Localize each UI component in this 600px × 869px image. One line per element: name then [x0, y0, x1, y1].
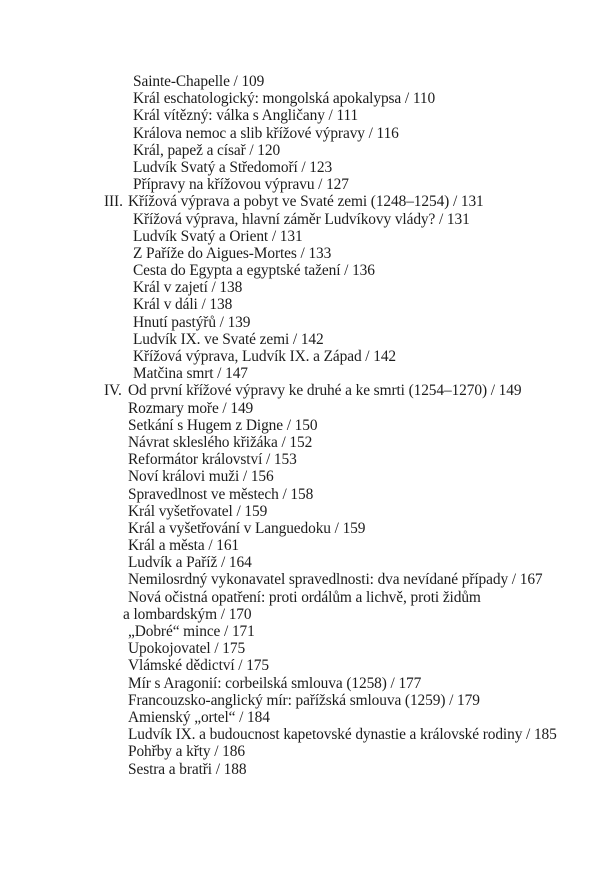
section-title: Spravedlnost ve městech / 158: [128, 485, 314, 503]
section-title: „Dobré“ mince / 171: [128, 623, 255, 640]
chapter-title: Od první křížové výpravy ke druhé a ke smrti (1254–1270) / 149: [128, 382, 522, 400]
section-title: a lombardským / 170: [123, 605, 252, 623]
toc-entry-row: [0, 245, 600, 262]
section-title: Rozmary moře / 149: [128, 399, 254, 417]
section-title: Král vyšetřovatel / 159: [128, 502, 268, 520]
toc-entry-row: [0, 468, 600, 485]
toc-entry-row: [0, 228, 600, 245]
section-title: Matčina smrt / 147: [133, 365, 248, 383]
toc-entry-row: [0, 743, 600, 760]
toc-entry-row: [0, 73, 600, 90]
toc-entry-row: [0, 211, 600, 228]
section-title: Mír s Aragonií: corbeilská smlouva (1258) / 177: [128, 674, 422, 692]
toc-chapter-row: [0, 193, 600, 210]
toc-entry-row: [0, 107, 600, 124]
toc-entry-row: [0, 176, 600, 193]
section-title: Nová očistná opatření: proti ordálům a lichvě, proti židům: [128, 588, 481, 606]
toc-entry-row: [0, 159, 600, 176]
section-title: Návrat skleslého křižáka / 152: [128, 433, 313, 451]
toc-entry-row: [0, 761, 600, 778]
section-title: Sestra a bratři / 188: [128, 760, 247, 778]
toc-entry-row: [0, 589, 600, 606]
toc-entry-row: [0, 348, 600, 365]
toc-entry-row: [0, 726, 600, 743]
toc-entry-row: [0, 400, 600, 417]
table-of-contents: [0, 73, 600, 778]
section-title: Ludvík IX. a budoucnost kapetovské dynastie a královské rodiny / 185: [128, 726, 557, 744]
toc-entry-row: [0, 331, 600, 348]
section-title: Pohřby a křty / 186: [128, 743, 245, 761]
toc-entry-row: [0, 571, 600, 588]
section-title: Amienský „ortel“ / 184: [128, 708, 270, 726]
toc-entry-row: [0, 434, 600, 451]
toc-entry-row: [0, 279, 600, 296]
toc-entry-row: [0, 365, 600, 382]
toc-entry-row: [0, 142, 600, 159]
toc-entry-row: [0, 623, 600, 640]
section-title: Král a vyšetřování v Languedoku / 159: [128, 519, 366, 537]
toc-entry-row: [0, 606, 600, 623]
section-title: Reformátor království / 153: [128, 451, 297, 469]
toc-entry-row: [0, 657, 600, 674]
section-title: Přípravy na křížovou výpravu / 127: [133, 176, 349, 194]
section-title: Králova nemoc a slib křížové výpravy / 116: [133, 124, 399, 142]
section-title: Noví královi muži / 156: [128, 468, 274, 486]
section-title: Král eschatologický: mongolská apokalypsa / 110: [133, 90, 436, 108]
toc-entry-row: [0, 503, 600, 520]
chapter-number: IV.: [104, 382, 122, 400]
toc-entry-row: [0, 675, 600, 692]
toc-entry-row: [0, 537, 600, 554]
section-title: Z Paříže do Aigues-Mortes / 133: [133, 244, 332, 262]
section-title: Král a města / 161: [128, 537, 240, 555]
section-title: Ludvík a Paříž / 164: [128, 554, 252, 572]
toc-entry-row: [0, 640, 600, 657]
section-title: Vlámské dědictví / 175: [128, 657, 269, 675]
section-title: Sainte-Chapelle / 109: [133, 73, 265, 90]
toc-entry-row: [0, 417, 600, 434]
section-title: Král v dáli / 138: [133, 296, 233, 314]
toc-entry-row: [0, 451, 600, 468]
section-title: Ludvík Svatý a Orient / 131: [133, 227, 303, 245]
toc-entry-row: [0, 125, 600, 142]
toc-entry-row: [0, 296, 600, 313]
toc-entry-row: [0, 520, 600, 537]
section-title: Král, papež a císař / 120: [133, 141, 281, 159]
chapter-number: III.: [104, 193, 123, 211]
section-title: Upokojovatel / 175: [128, 640, 246, 658]
section-title: Ludvík IX. ve Svaté zemi / 142: [133, 330, 324, 348]
toc-entry-row: [0, 486, 600, 503]
toc-entry-row: [0, 314, 600, 331]
section-title: Nemilosrdný vykonavatel spravedlnosti: dva nevídané případy / 167: [128, 571, 543, 589]
section-title: Křížová výprava, Ludvík IX. a Západ / 142: [133, 348, 397, 365]
toc-entry-row: [0, 262, 600, 279]
section-title: Hnutí pastýřů / 139: [133, 313, 251, 331]
chapter-title: Křížová výprava a pobyt ve Svaté zemi (1248–1254) / 131: [128, 193, 484, 211]
toc-entry-row: [0, 709, 600, 726]
section-title: Křížová výprava, hlavní záměr Ludvíkovy vlády? / 131: [133, 210, 470, 228]
section-title: Francouzsko-anglický mír: pařížská smlouva (1259) / 179: [128, 691, 480, 709]
toc-chapter-row: [0, 382, 600, 399]
section-title: Král v zajetí / 138: [133, 279, 243, 297]
section-title: Král vítězný: válka s Angličany / 111: [133, 107, 359, 125]
section-title: Cesta do Egypta a egyptské tažení / 136: [133, 262, 375, 280]
toc-entry-row: [0, 692, 600, 709]
toc-entry-row: [0, 554, 600, 571]
toc-entry-row: [0, 90, 600, 107]
section-title: Ludvík Svatý a Středomoří / 123: [133, 158, 333, 176]
section-title: Setkání s Hugem z Digne / 150: [128, 416, 318, 434]
